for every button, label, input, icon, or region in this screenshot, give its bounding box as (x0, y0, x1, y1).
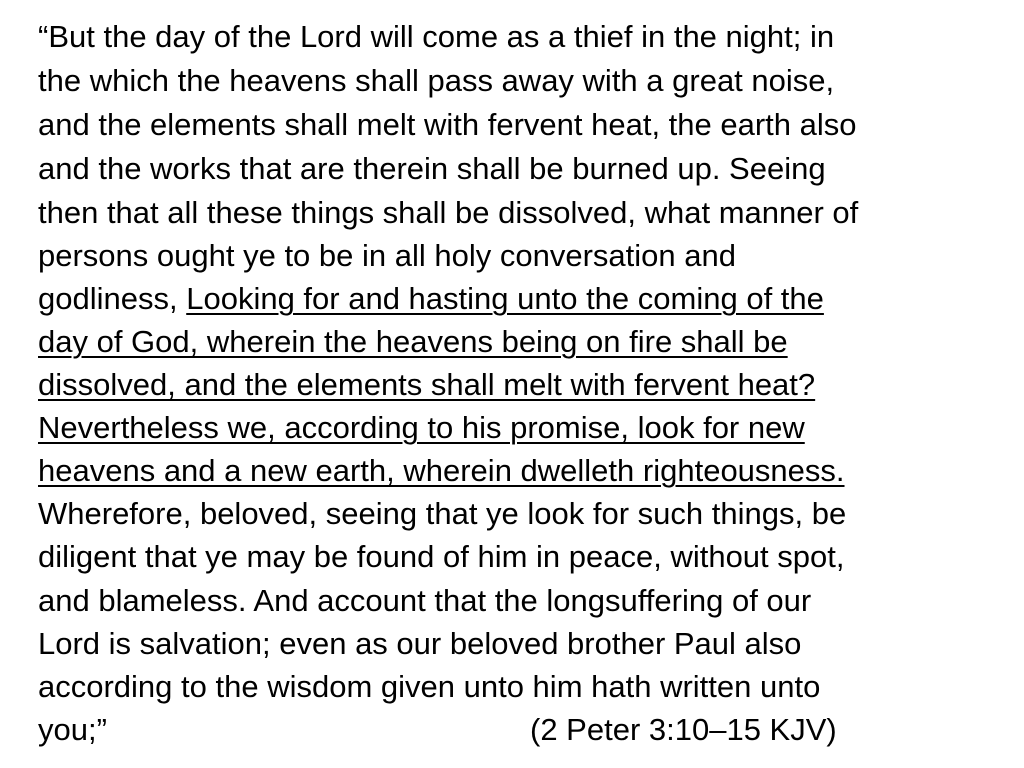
passage-line: Wherefore, beloved, seeing that ye look for such things, be (38, 496, 847, 531)
passage-line: and the works that are therein shall be burned up. Seeing (38, 151, 826, 186)
passage-line: the which the heavens shall pass away with a great noise, (38, 63, 835, 98)
passage-line: and the elements shall melt with fervent heat, the earth also (38, 107, 857, 142)
passage-line: Lord is salvation; even as our beloved brother Paul also (38, 626, 802, 661)
passage-line: according to the wisdom given unto him hath written unto (38, 669, 821, 704)
passage-line: “But the day of the Lord will come as a thief in the night; in (38, 19, 835, 54)
passage-text: godliness, (38, 281, 187, 316)
underlined-passage-line: day of God, wherein the heavens being on fire shall be (38, 324, 788, 359)
scripture-citation: (2 Peter 3:10–15 KJV) (530, 712, 837, 747)
underlined-passage-text: Looking for and hasting unto the coming of the (186, 281, 824, 316)
passage-line: you;” (38, 712, 107, 747)
passage-line: then that all these things shall be dissolved, what manner of (38, 195, 859, 230)
underlined-passage-line: heavens and a new earth, wherein dwelleth righteousness. (38, 453, 845, 488)
passage-line: persons ought ye to be in all holy conversation and (38, 238, 736, 273)
passage-line: diligent that ye may be found of him in peace, without spot, (38, 539, 845, 574)
passage-line: and blameless. And account that the longsuffering of our (38, 583, 812, 618)
underlined-passage-line: dissolved, and the elements shall melt with fervent heat? (38, 367, 816, 402)
underlined-passage-line: Nevertheless we, according to his promise, look for new (38, 410, 805, 445)
passage-line-mixed (38, 278, 824, 320)
